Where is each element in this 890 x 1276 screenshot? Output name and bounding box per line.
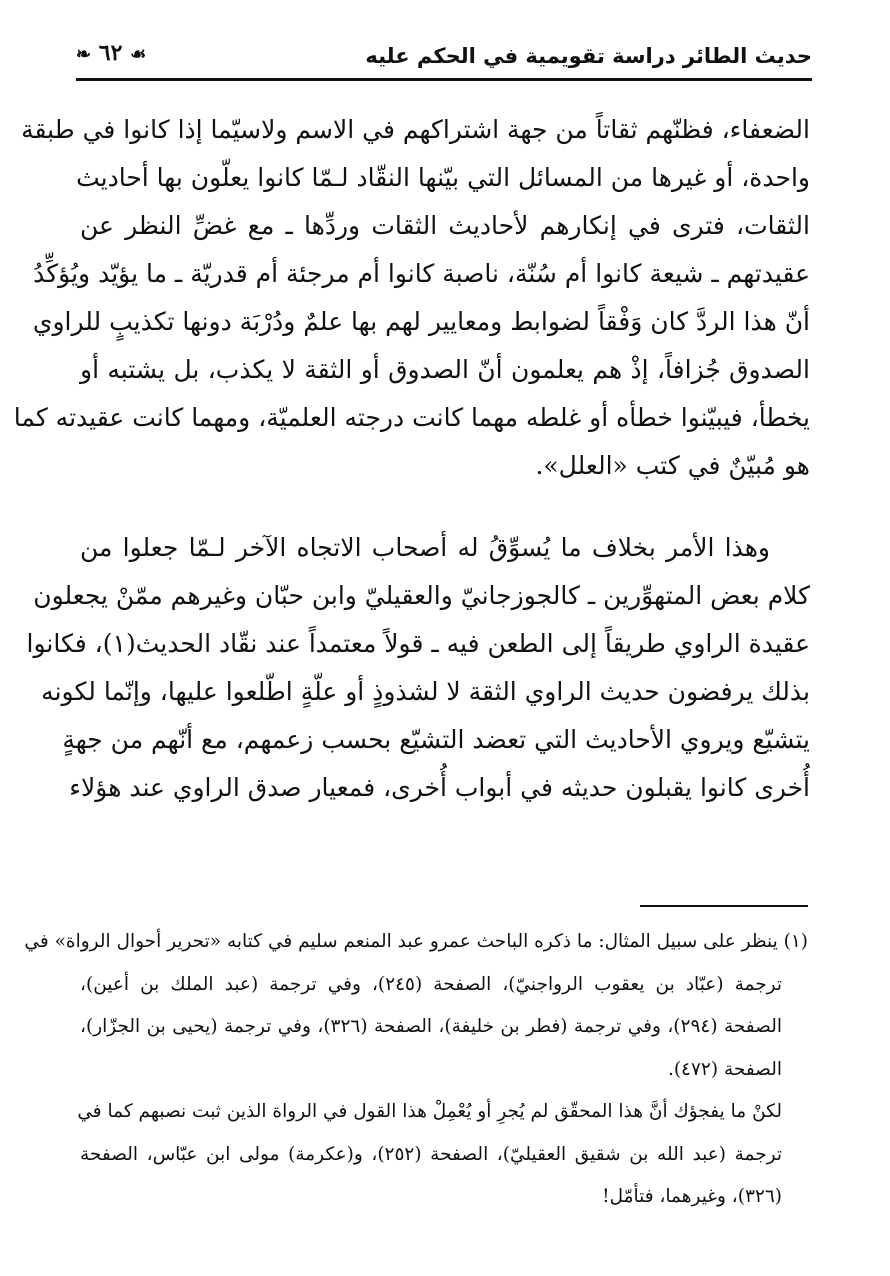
footnote-line: ترجمة (عبّاد بن يعقوب الرواجنيّ)، الصفحة (٢٤٥)، وفي ترجمة (عبد الملك بن أعين)،	[80, 973, 782, 995]
text-line: عقيدة الراوي طريقاً إلى الطعن فيه ـ قولاً معتمداً عند نقّاد الحديث(١)، فكانوا	[26, 629, 810, 658]
text-line: وهذا الأمر بخلاف ما يُسوِّقُ له أصحاب الاتجاه الآخر لـمّا جعلوا من	[80, 533, 770, 562]
footnote-line: الصفحة (٢٩٤)، وفي ترجمة (فطر بن خليفة)، الصفحة (٣٢٦)، وفي ترجمة (يحيى بن الجزّار)،	[80, 1016, 782, 1037]
header-title: حديث الطائر دراسة تقويمية في الحكم عليه	[365, 44, 812, 68]
footnote-line: (٣٢٦)، وغيرهما، فتأمّل!	[602, 1186, 782, 1207]
text-line: أُخرى كانوا يقبلون حديثه في أبواب أُخرى، فمعيار صدق الراوي عند هؤلاء	[69, 773, 810, 802]
footnote-line: لكنْ ما يفجؤك أنَّ هذا المحقّق لم يُجرِ أو يُعْمِلْ هذا القول في الرواة الذين ثبت نصبهم كما في	[77, 1101, 782, 1122]
text-line: أنّ هذا الردَّ كان وَفْقاً لضوابط ومعايير لهم بها علمٌ ودُرْبَة دونها تكذيبٍ للراوي	[32, 307, 810, 336]
text-line: بذلك يرفضون حديث الراوي الثقة لا لشذوذٍ أو علّةٍ اطّلعوا عليها، وإنّما لكونه	[41, 677, 810, 706]
page-number-block	[76, 40, 146, 66]
text-line: الثقات، فترى في إنكارهم لأحاديث الثقات وردِّها ـ مع غضِّ النظر عن	[80, 211, 810, 240]
footnote-line: الصفحة (٤٧٢).	[667, 1058, 782, 1080]
footnotes	[24, 921, 808, 1219]
running-header	[76, 40, 812, 76]
text-line: هو مُبيّنٌ في كتب «العلل».	[535, 451, 810, 480]
header-rule	[76, 78, 812, 81]
text-line: الصدوق جُزافاً، إذْ هم يعلمون أنّ الصدوق أو الثقة لا يكذب، بل يشتبه أو	[80, 355, 810, 384]
footnote-line: (١) ينظر على سبيل المثال: ما ذكره الباحث عمرو عبد المنعم سليم في كتابه «تحرير أحوال الرواة» في	[24, 931, 808, 952]
text-line: واحدة، أو غيرها من المسائل التي بيّنها النقّاد لـمّا كانوا يعلّون بها أحاديث	[76, 163, 810, 192]
text-line: كلام بعض المتهوِّرين ـ كالجوزجانيّ والعقيليّ وابن حبّان وغيرهم ممّنْ يجعلون	[33, 581, 810, 610]
footnote-line: ترجمة (عبد الله بن شقيق العقيليّ)، الصفحة (٢٥٢)، و(عكرمة) مولى ابن عبّاس، الصفحة	[80, 1143, 782, 1165]
page-number: ٦٢	[98, 40, 123, 66]
ornament-right-icon: ☙	[130, 43, 147, 65]
text-line: عقيدتهم ـ شيعة كانوا أم سُنّة، ناصبة كانوا أم مرجئة أم قدريّة ـ ما يؤيّد ويُؤكِّدُ	[33, 259, 810, 288]
text-line: يخطأ، فيبيّنوا خطأه أو غلطه مهما كانت درجته العلميّة، ومهما كانت عقيدته كما	[13, 403, 810, 432]
ornament-left-icon: ❧	[76, 43, 92, 65]
paragraph-2	[26, 524, 810, 812]
text-line: يتشيّع ويروي الأحاديث التي تعضد التشيّع بحسب زعمهم، مع أنّهم من جهةٍ	[62, 725, 810, 754]
paragraph-1	[13, 106, 810, 490]
footnote-rule	[640, 905, 808, 907]
text-line: الضعفاء، فظنّهم ثقاتاً من جهة اشتراكهم في الاسم ولاسيّما إذا كانوا في طبقة	[21, 115, 810, 144]
